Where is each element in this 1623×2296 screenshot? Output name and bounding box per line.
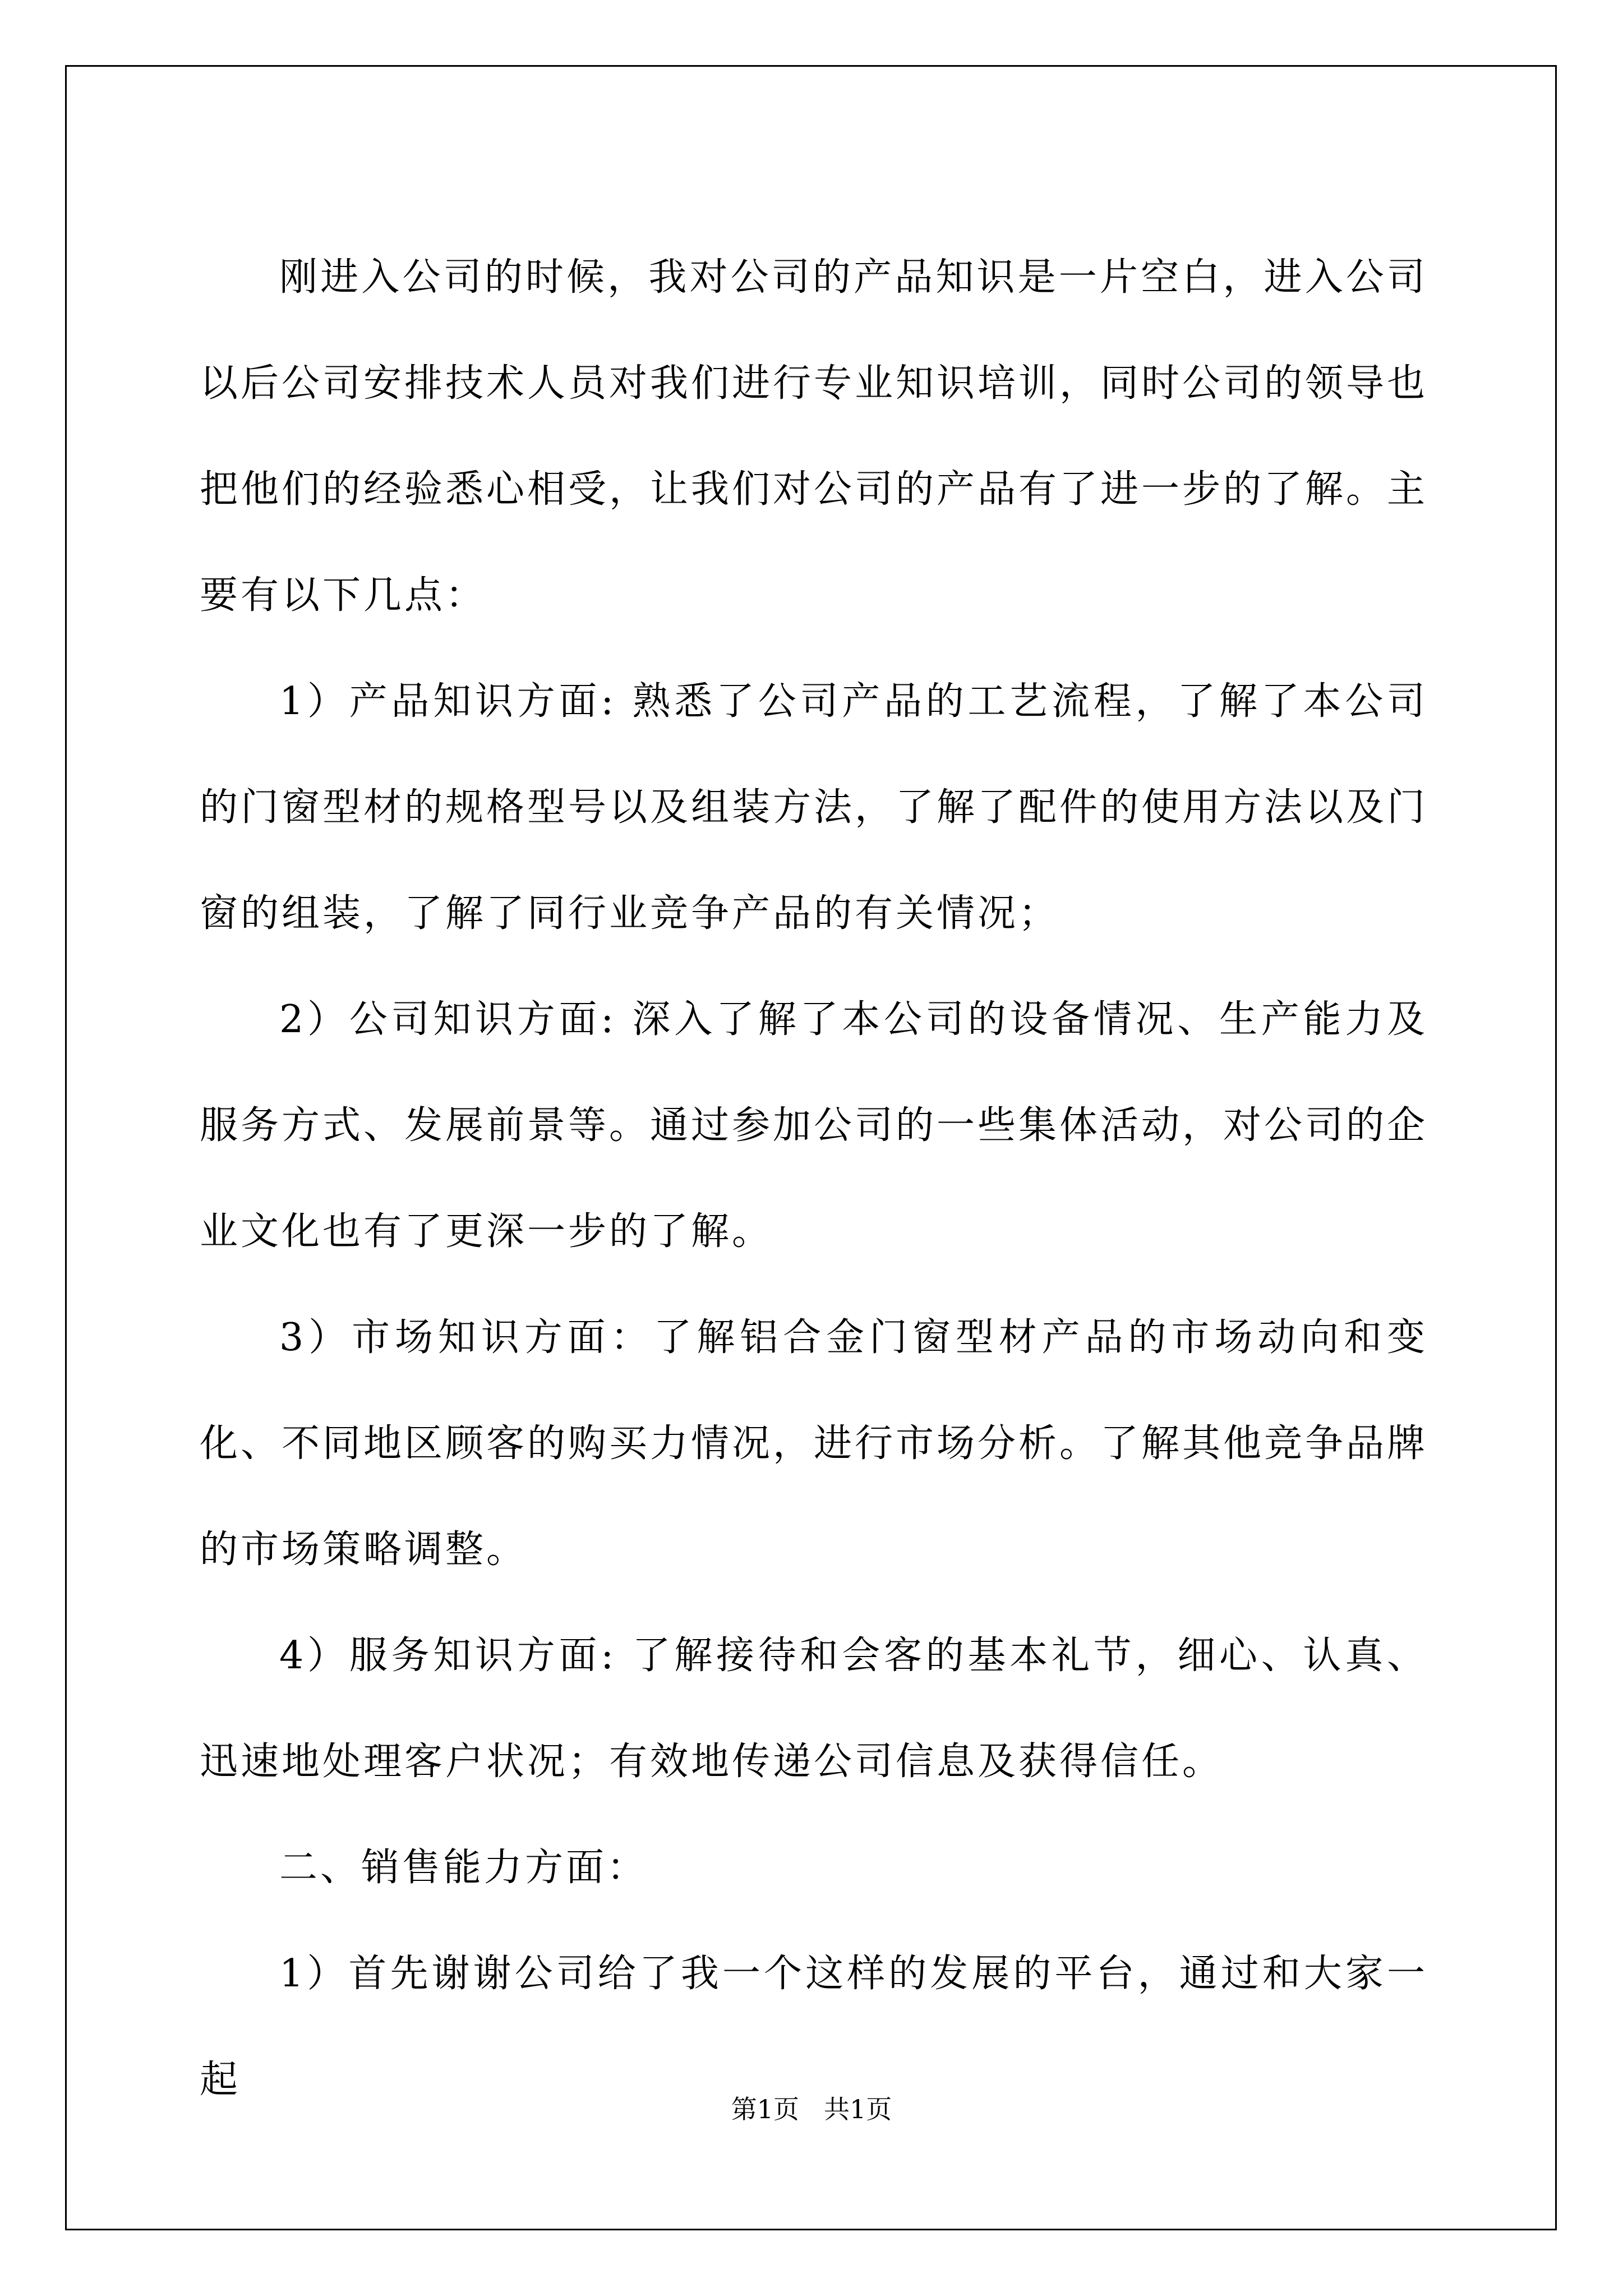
document-body <box>200 224 1428 2133</box>
section-heading-sales-ability: 二、销售能力方面： <box>279 1846 648 1890</box>
page-total: 共1页 <box>823 2094 892 2124</box>
paragraph-service-knowledge: 4）服务知识方面: 了解接待和会客的基本礼节，细心、认真、迅速地处理客户状况；有效地传递公司信息及获得信任。 <box>200 1634 1428 1784</box>
page-footer <box>0 2092 1623 2126</box>
paragraph-market-knowledge: 3）市场知识方面：了解铝合金门窗型材产品的市场动向和变化、不同地区顾客的购买力情况，进行市场分析。了解其他竞争品牌的市场策略调整。 <box>200 1315 1428 1572</box>
paragraph-product-knowledge: 1）产品知识方面: 熟悉了公司产品的工艺流程，了解了本公司的门窗型材的规格型号以及组装方法，了解了配件的使用方法以及门窗的组装，了解了同行业竞争产品的有关情况； <box>200 679 1428 936</box>
paragraph-company-knowledge: 2）公司知识方面: 深入了解了本公司的设备情况、生产能力及服务方式、发展前景等。通过参加公司的一些集体活动，对公司的企业文化也有了更深一步的了解。 <box>200 997 1428 1254</box>
paragraph-intro: 刚进入公司的时候，我对公司的产品知识是一片空白，进入公司以后公司安排技术人员对我们进行专业知识培训，同时公司的领导也把他们的经验悉心相受，让我们对公司的产品有了进一步的了解。主要有以下几点： <box>200 255 1428 618</box>
footer-spacer <box>799 2094 824 2124</box>
page-number: 第1页 <box>731 2094 800 2124</box>
paragraph-sales-ability-1: 1）首先谢谢公司给了我一个这样的发展的平台，通过和大家一起 <box>200 1952 1428 2102</box>
